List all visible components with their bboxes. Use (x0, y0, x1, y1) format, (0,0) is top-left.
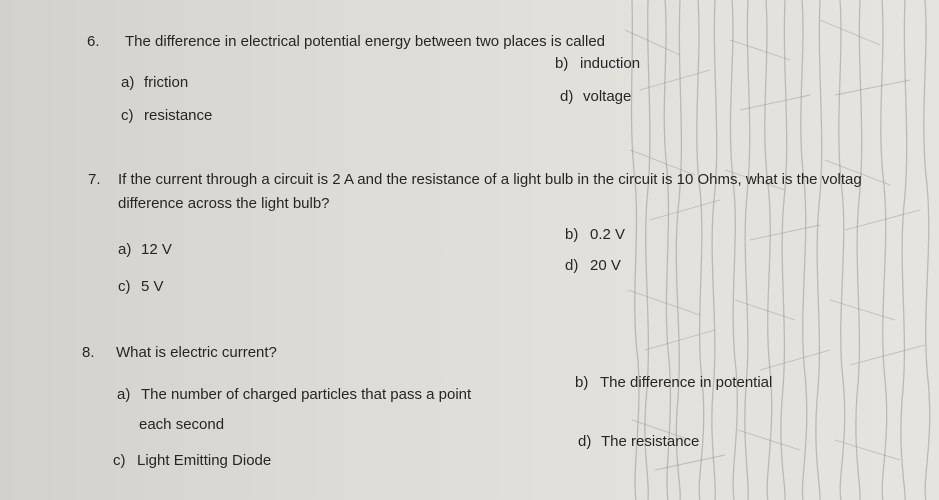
question-7-number: 7. (88, 171, 101, 188)
question-6-option-c-text: resistance (144, 107, 213, 124)
question-6-option-c-letter: c) (121, 107, 134, 124)
question-6-option-a-text: friction (144, 74, 189, 91)
question-7-option-a-letter: a) (118, 241, 132, 258)
question-8-option-d-text: The resistance (601, 433, 700, 450)
question-8-option-d-letter: d) (578, 433, 592, 450)
question-6-number: 6. (87, 33, 100, 50)
question-7-option-b-text: 0.2 V (590, 226, 626, 243)
question-7-option-d-letter: d) (565, 257, 579, 274)
question-7-option-b-letter: b) (565, 226, 579, 243)
question-6-option-d-text: voltage (583, 88, 632, 105)
question-8-option-c-letter: c) (113, 452, 126, 469)
question-8-option-b-text: The difference in potential (600, 374, 773, 391)
question-7-option-d-text: 20 V (590, 257, 621, 274)
question-6-option-b-text: induction (580, 55, 641, 72)
question-7-option-a-text: 12 V (141, 241, 172, 258)
question-7-option-c-letter: c) (118, 278, 131, 295)
question-8-option-a-text: The number of charged particles that pass a point (141, 386, 472, 403)
pencil-scribble (620, 0, 939, 500)
question-6-option-d-letter: d) (560, 88, 574, 105)
question-6-option-b-letter: b) (555, 55, 569, 72)
question-7-text: If the current through a circuit is 2 A and the resistance of a light bulb in the circuit is 10 Ohms, what is the voltag (118, 171, 862, 188)
question-8-text: What is electric current? (116, 344, 277, 361)
question-8-option-c-text: Light Emitting Diode (137, 452, 272, 469)
question-8-option-b-letter: b) (575, 374, 589, 391)
question-7-text-line2: difference across the light bulb? (118, 195, 330, 212)
question-6-option-a-letter: a) (121, 74, 135, 91)
question-8-option-a-text-line2: each second (139, 416, 225, 433)
question-8-option-a-letter: a) (117, 386, 131, 403)
question-6-text: The difference in electrical potential energy between two places is called (125, 33, 605, 50)
question-8-number: 8. (82, 344, 95, 361)
question-7-option-c-text: 5 V (141, 278, 164, 295)
